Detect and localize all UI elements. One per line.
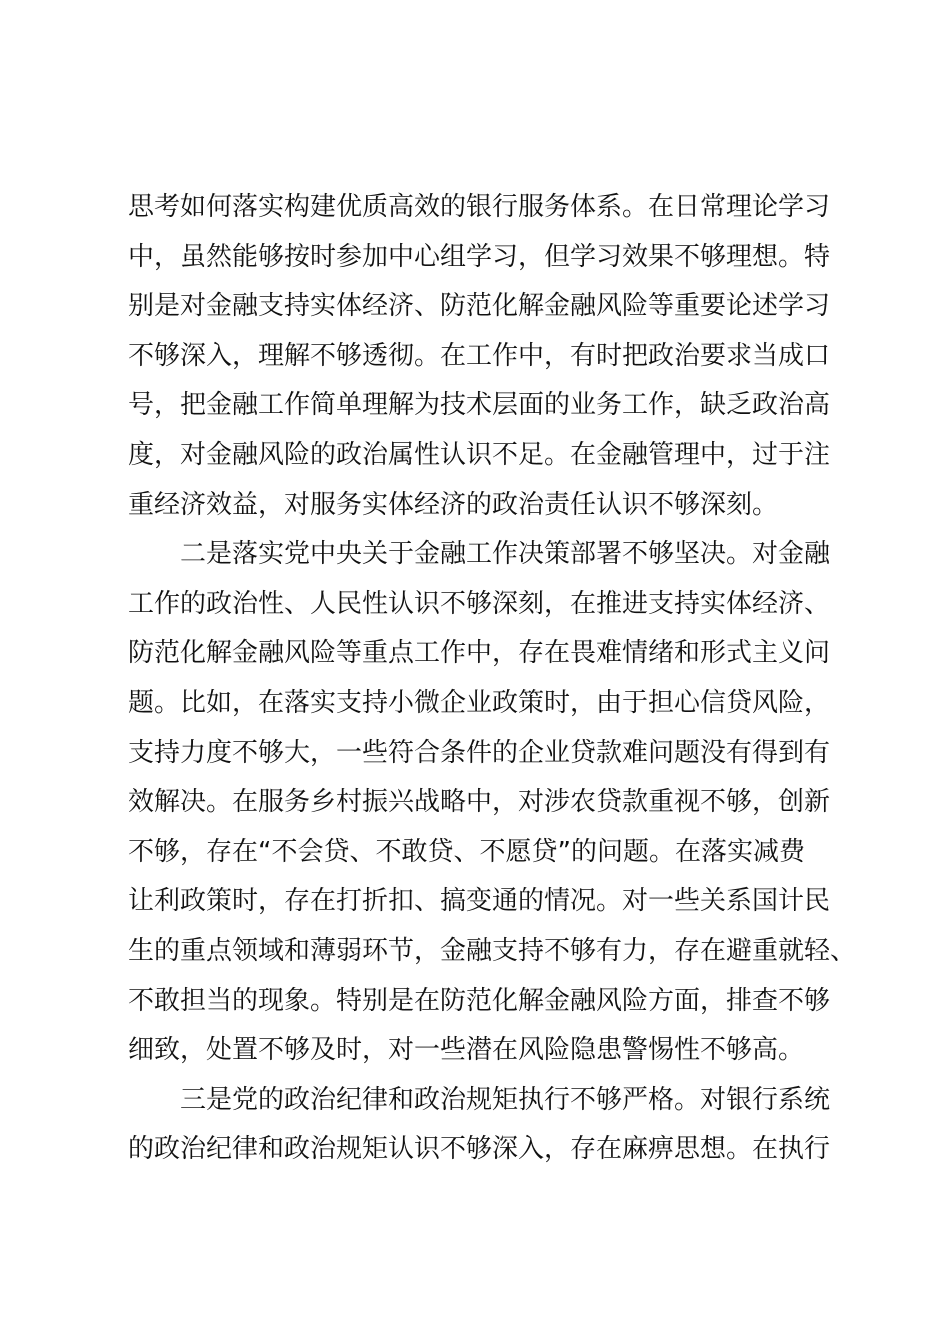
text-line: 度，对金融风险的政治属性认识不足。在金融管理中，过于注 <box>128 439 831 470</box>
text-line: 的政治纪律和政治规矩认识不够深入，存在麻痹思想。在执行 <box>128 1134 831 1165</box>
text-line: 重经济效益，对服务实体经济的政治责任认识不够深刻。 <box>128 489 779 520</box>
text-line: 中，虽然能够按时参加中心组学习，但学习效果不够理想。特 <box>128 241 831 272</box>
text-line: 效解决。在服务乡村振兴战略中，对涉农贷款重视不够，创新 <box>128 787 831 818</box>
text-line: 二是落实党中央关于金融工作决策部署不够坚决。对金融 <box>180 539 831 570</box>
text-line: 细致，处置不够及时，对一些潜在风险隐患警惕性不够高。 <box>128 1035 805 1066</box>
text-line: 思考如何落实构建优质高效的银行服务体系。在日常理论学习 <box>128 192 831 222</box>
text-line: 工作的政治性、人民性认识不够深刻，在推进支持实体经济、 <box>128 588 831 619</box>
text-line: 题。比如，在落实支持小微企业政策时，由于担心信贷风险， <box>128 687 831 718</box>
text-line: 不够，存在“不会贷、不敢贷、不愿贷”的问题。在落实减费 <box>128 836 805 867</box>
text-line: 不敢担当的现象。特别是在防范化解金融风险方面，排查不够 <box>128 985 831 1016</box>
paragraph-2 <box>128 530 857 1076</box>
text-line: 让利政策时，存在打折扣、搞变通的情况。对一些关系国计民 <box>128 886 831 917</box>
paragraph-1 <box>128 183 848 530</box>
text-line: 不够深入，理解不够透彻。在工作中，有时把政治要求当成口 <box>128 340 831 371</box>
text-line: 防范化解金融风险等重点工作中，存在畏难情绪和形式主义问 <box>128 638 831 669</box>
paragraph-3 <box>128 1076 848 1175</box>
text-line: 别是对金融支持实体经济、防范化解金融风险等重要论述学习 <box>128 291 831 322</box>
text-line: 三是党的政治纪律和政治规矩执行不够严格。对银行系统 <box>180 1084 831 1115</box>
text-line: 支持力度不够大，一些符合条件的企业贷款难问题没有得到有 <box>128 737 831 768</box>
text-line: 号，把金融工作简单理解为技术层面的业务工作，缺乏政治高 <box>128 390 831 421</box>
document-body <box>128 183 857 1175</box>
text-line: 生的重点领域和薄弱环节，金融支持不够有力，存在避重就轻、 <box>128 935 857 966</box>
